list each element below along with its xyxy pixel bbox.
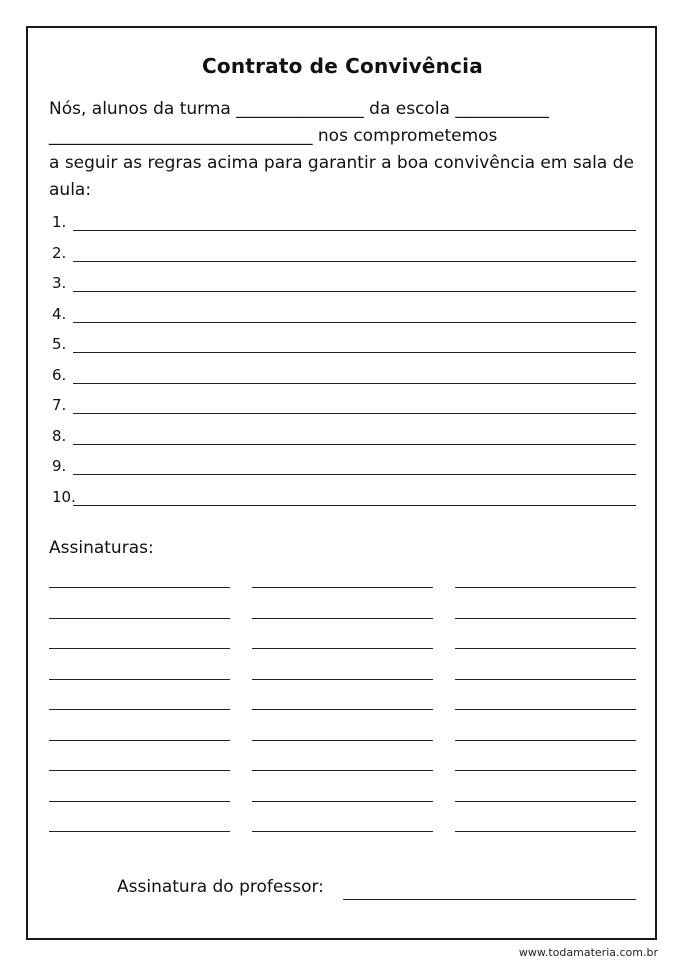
intro-line-3: a seguir as regras acima para garantir a boa convivência em sala de aula: <box>49 153 634 200</box>
teacher-signature-label: Assinatura do professor: <box>117 877 324 897</box>
signatures-label: Assinaturas: <box>49 538 154 558</box>
rule-row <box>52 396 636 416</box>
rule-row <box>52 457 636 477</box>
rule-number: 3. <box>52 274 67 292</box>
rule-row <box>52 335 636 355</box>
rule-number: 4. <box>52 304 67 323</box>
student-signature-line[interactable] <box>252 801 433 802</box>
rule-line[interactable] <box>73 474 636 475</box>
student-signature-line[interactable] <box>252 587 433 588</box>
student-signature-line[interactable] <box>455 587 636 588</box>
intro-line-1: Nós, alunos da turma _______________ da escola ___________ <box>49 99 549 119</box>
rule-row <box>52 427 636 447</box>
student-signature-line[interactable] <box>49 709 230 710</box>
student-signature-line[interactable] <box>455 679 636 680</box>
rule-number: 9. <box>52 457 67 475</box>
student-signature-line[interactable] <box>49 831 230 832</box>
page-title: Contrato de Convivência <box>202 54 483 78</box>
student-signature-line[interactable] <box>49 648 230 649</box>
student-signature-line[interactable] <box>252 618 433 619</box>
rule-row <box>52 274 636 294</box>
rule-line[interactable] <box>73 322 636 323</box>
rule-number: 5. <box>52 335 67 353</box>
student-signature-line[interactable] <box>455 770 636 771</box>
footer-url: www.todamateria.com.br <box>518 946 658 959</box>
student-signature-line[interactable] <box>455 648 636 649</box>
teacher-signature-line[interactable] <box>343 899 636 900</box>
rule-line[interactable] <box>73 352 636 353</box>
student-signature-line[interactable] <box>49 618 230 619</box>
rule-line[interactable] <box>73 383 636 384</box>
rule-number: 7. <box>52 396 67 414</box>
student-signature-line[interactable] <box>252 770 433 771</box>
student-signature-line[interactable] <box>252 740 433 741</box>
rule-line[interactable] <box>73 291 636 292</box>
rule-line[interactable] <box>73 505 636 506</box>
rule-row <box>52 213 636 233</box>
rule-number: 2. <box>52 243 67 262</box>
student-signature-line[interactable] <box>49 770 230 771</box>
intro-line-2: _______________________________ nos comprometemos <box>49 126 498 146</box>
student-signature-line[interactable] <box>455 709 636 710</box>
student-signature-line[interactable] <box>49 587 230 588</box>
rule-row <box>52 244 636 264</box>
student-signature-line[interactable] <box>252 709 433 710</box>
student-signature-line[interactable] <box>455 831 636 832</box>
rule-row <box>52 488 636 508</box>
rule-number: 8. <box>52 426 67 445</box>
rule-line[interactable] <box>73 413 636 414</box>
rule-number: 1. <box>52 213 67 231</box>
student-signature-line[interactable] <box>49 801 230 802</box>
student-signature-line[interactable] <box>252 831 433 832</box>
rule-number: 6. <box>52 365 67 384</box>
rule-number: 10. <box>52 487 76 506</box>
rule-row <box>52 305 636 325</box>
rule-line[interactable] <box>73 230 636 231</box>
student-signature-line[interactable] <box>455 801 636 802</box>
student-signature-line[interactable] <box>49 740 230 741</box>
student-signature-line[interactable] <box>455 740 636 741</box>
student-signature-line[interactable] <box>252 648 433 649</box>
rule-line[interactable] <box>73 444 636 445</box>
student-signature-line[interactable] <box>49 679 230 680</box>
intro-paragraph <box>49 96 641 204</box>
rule-row <box>52 366 636 386</box>
rule-line[interactable] <box>73 261 636 262</box>
student-signature-line[interactable] <box>455 618 636 619</box>
student-signature-line[interactable] <box>252 679 433 680</box>
